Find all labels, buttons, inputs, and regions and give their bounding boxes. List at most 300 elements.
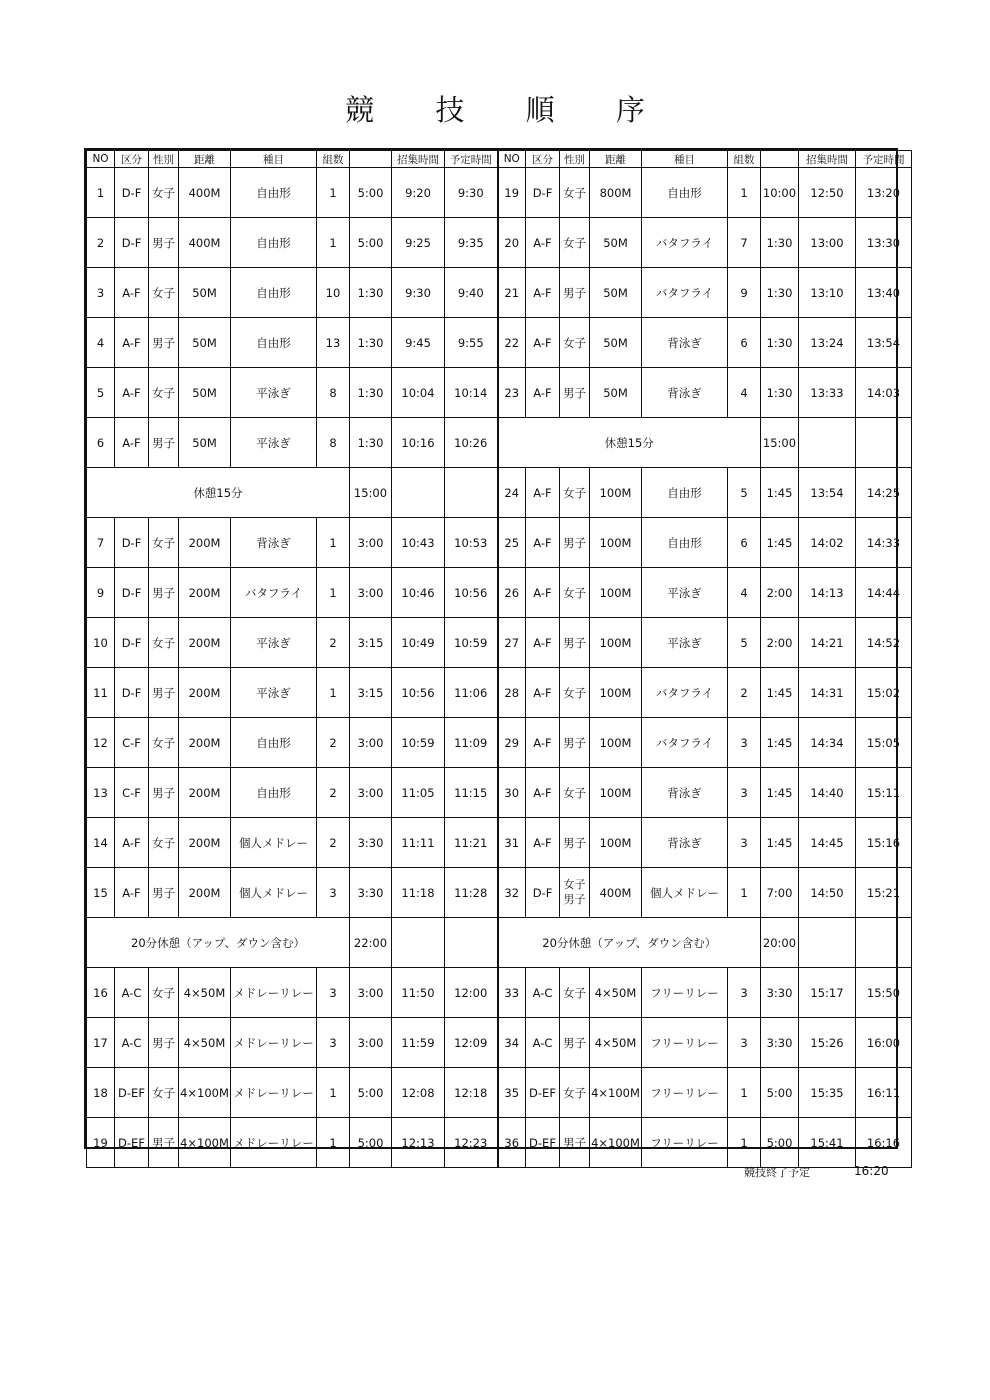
- cell-distance: 4×100M: [179, 1068, 231, 1118]
- cell-sex: [560, 868, 590, 918]
- cell-heats: 2: [317, 618, 350, 668]
- cell-no: 36: [498, 1118, 526, 1168]
- cell-sex: 女子: [149, 268, 179, 318]
- cell-heats: 3: [317, 1018, 350, 1068]
- cell-distance: 4×100M: [590, 1118, 642, 1168]
- cell-event: バタフライ: [642, 218, 728, 268]
- cell-no: 23: [498, 368, 526, 418]
- cell-scheduled-time: 9:55: [445, 318, 498, 368]
- cell-scheduled-time: 11:15: [445, 768, 498, 818]
- cell-call-time: 13:24: [799, 318, 856, 368]
- cell-no: 19: [87, 1118, 115, 1168]
- cell-duration: 3:15: [350, 668, 392, 718]
- cell-heats: 3: [317, 868, 350, 918]
- empty-cell: [799, 918, 856, 968]
- cell-distance: 4×100M: [590, 1068, 642, 1118]
- cell-distance: 200M: [179, 568, 231, 618]
- cell-duration: 3:00: [350, 518, 392, 568]
- header-distance: 距離: [179, 151, 231, 168]
- cell-scheduled-time: 14:03: [856, 368, 912, 418]
- header-row: [87, 151, 912, 168]
- cell-distance: 200M: [179, 768, 231, 818]
- cell-duration: 5:00: [350, 1118, 392, 1168]
- cell-division: D-F: [115, 568, 149, 618]
- cell-no: 13: [87, 768, 115, 818]
- cell-duration: 3:00: [350, 968, 392, 1018]
- cell-duration: 1:30: [761, 218, 799, 268]
- cell-scheduled-time: 13:40: [856, 268, 912, 318]
- empty-cell: [799, 418, 856, 468]
- table-row: [87, 518, 912, 568]
- cell-no: 21: [498, 268, 526, 318]
- cell-no: 19: [498, 168, 526, 218]
- cell-call-time: 9:45: [392, 318, 445, 368]
- cell-division: A-F: [115, 368, 149, 418]
- cell-heats: 3: [317, 968, 350, 1018]
- cell-sex: 女子: [560, 568, 590, 618]
- cell-scheduled-time: 11:06: [445, 668, 498, 718]
- cell-duration: 1:45: [761, 718, 799, 768]
- cell-distance: 100M: [590, 668, 642, 718]
- cell-duration: 2:00: [761, 568, 799, 618]
- cell-event: 背泳ぎ: [642, 818, 728, 868]
- cell-scheduled-time: 9:40: [445, 268, 498, 318]
- cell-event: メドレーリレー: [231, 1118, 317, 1168]
- break-label: 20分休憩（アップ、ダウン含む）: [498, 918, 761, 968]
- cell-sex: 男子: [149, 568, 179, 618]
- break-duration: 22:00: [350, 918, 392, 968]
- cell-distance: 50M: [590, 368, 642, 418]
- cell-division: A-F: [526, 618, 560, 668]
- cell-duration: 1:30: [761, 268, 799, 318]
- header-scheduled-time: 予定時間: [856, 151, 912, 168]
- cell-heats: 1: [728, 168, 761, 218]
- cell-event: フリーリレー: [642, 1068, 728, 1118]
- cell-scheduled-time: 11:28: [445, 868, 498, 918]
- cell-duration: 3:30: [350, 818, 392, 868]
- cell-distance: 400M: [179, 168, 231, 218]
- cell-sex: 女子: [149, 818, 179, 868]
- cell-event: 自由形: [642, 468, 728, 518]
- cell-duration: 1:30: [761, 368, 799, 418]
- cell-distance: 200M: [179, 618, 231, 668]
- cell-call-time: 14:21: [799, 618, 856, 668]
- cell-event: フリーリレー: [642, 1118, 728, 1168]
- cell-heats: 4: [728, 568, 761, 618]
- empty-cell: [392, 918, 445, 968]
- cell-call-time: 14:13: [799, 568, 856, 618]
- cell-duration: 10:00: [761, 168, 799, 218]
- header-call-time: 招集時間: [799, 151, 856, 168]
- cell-scheduled-time: 16:16: [856, 1118, 912, 1168]
- cell-heats: 7: [728, 218, 761, 268]
- cell-no: 3: [87, 268, 115, 318]
- cell-heats: 9: [728, 268, 761, 318]
- cell-duration: 3:00: [350, 768, 392, 818]
- cell-sex: 男子: [149, 318, 179, 368]
- cell-no: 14: [87, 818, 115, 868]
- cell-division: D-F: [526, 168, 560, 218]
- cell-call-time: 13:10: [799, 268, 856, 318]
- cell-event: 自由形: [231, 718, 317, 768]
- cell-event: 自由形: [642, 518, 728, 568]
- cell-event: 個人メドレー: [231, 868, 317, 918]
- cell-heats: 1: [317, 668, 350, 718]
- cell-event: 自由形: [231, 168, 317, 218]
- cell-duration: 2:00: [761, 618, 799, 668]
- cell-call-time: 15:17: [799, 968, 856, 1018]
- cell-heats: 2: [317, 818, 350, 868]
- cell-sex: 女子: [149, 968, 179, 1018]
- cell-division: D-F: [115, 518, 149, 568]
- page-title: 競 技 順 序: [345, 93, 671, 127]
- cell-division: A-F: [526, 268, 560, 318]
- cell-heats: 8: [317, 368, 350, 418]
- header-event: 種目: [231, 151, 317, 168]
- cell-division: D-EF: [526, 1118, 560, 1168]
- cell-scheduled-time: 9:35: [445, 218, 498, 268]
- cell-distance: 100M: [590, 568, 642, 618]
- cell-distance: 4×50M: [179, 968, 231, 1018]
- cell-call-time: 10:16: [392, 418, 445, 468]
- cell-sex: 女子: [149, 368, 179, 418]
- cell-event: 平泳ぎ: [231, 368, 317, 418]
- cell-duration: 1:45: [761, 818, 799, 868]
- cell-scheduled-time: 14:44: [856, 568, 912, 618]
- cell-sex: 女子: [560, 168, 590, 218]
- break-duration: 15:00: [350, 468, 392, 518]
- cell-call-time: 13:00: [799, 218, 856, 268]
- cell-division: A-F: [115, 418, 149, 468]
- cell-division: D-F: [115, 668, 149, 718]
- cell-no: 28: [498, 668, 526, 718]
- cell-no: 34: [498, 1018, 526, 1068]
- cell-distance: 4×50M: [590, 968, 642, 1018]
- cell-duration: 3:30: [350, 868, 392, 918]
- table-row: [87, 1068, 912, 1118]
- header-call-time: 招集時間: [392, 151, 445, 168]
- empty-cell: [392, 468, 445, 518]
- cell-scheduled-time: 16:11: [856, 1068, 912, 1118]
- cell-distance: 4×50M: [590, 1018, 642, 1068]
- header-division: 区分: [526, 151, 560, 168]
- cell-sex-stack: [560, 878, 589, 908]
- cell-scheduled-time: 10:53: [445, 518, 498, 568]
- cell-heats: 1: [317, 1068, 350, 1118]
- cell-heats: 1: [317, 518, 350, 568]
- cell-no: 27: [498, 618, 526, 668]
- cell-sex: 女子: [149, 718, 179, 768]
- cell-scheduled-time: 12:23: [445, 1118, 498, 1168]
- break-duration: 15:00: [761, 418, 799, 468]
- cell-division: A-F: [526, 368, 560, 418]
- cell-duration: 1:30: [350, 368, 392, 418]
- cell-event: 自由形: [642, 168, 728, 218]
- cell-duration: 1:30: [761, 318, 799, 368]
- cell-scheduled-time: 11:21: [445, 818, 498, 868]
- cell-division: D-F: [115, 168, 149, 218]
- cell-scheduled-time: 10:59: [445, 618, 498, 668]
- table-row: [87, 718, 912, 768]
- cell-division: A-F: [115, 268, 149, 318]
- cell-scheduled-time: 13:30: [856, 218, 912, 268]
- cell-no: 33: [498, 968, 526, 1018]
- cell-no: 25: [498, 518, 526, 568]
- cell-event: メドレーリレー: [231, 1018, 317, 1068]
- cell-heats: 6: [728, 518, 761, 568]
- cell-call-time: 9:20: [392, 168, 445, 218]
- empty-cell: [445, 918, 498, 968]
- table-row: [87, 568, 912, 618]
- cell-event: 平泳ぎ: [231, 668, 317, 718]
- cell-no: 35: [498, 1068, 526, 1118]
- cell-no: 12: [87, 718, 115, 768]
- cell-scheduled-time: 13:20: [856, 168, 912, 218]
- cell-event: バタフライ: [642, 718, 728, 768]
- cell-heats: 3: [728, 968, 761, 1018]
- header-distance: 距離: [590, 151, 642, 168]
- cell-distance: 200M: [179, 668, 231, 718]
- cell-sex: 男子: [560, 268, 590, 318]
- cell-sex: 男子: [560, 818, 590, 868]
- cell-call-time: 10:59: [392, 718, 445, 768]
- cell-sex: 男子: [149, 1018, 179, 1068]
- cell-duration: 3:30: [761, 968, 799, 1018]
- cell-event: バタフライ: [642, 268, 728, 318]
- header-duration: [350, 151, 392, 168]
- cell-distance: 50M: [179, 268, 231, 318]
- table-row: [87, 1018, 912, 1068]
- cell-sex-line: 女子: [563, 877, 586, 891]
- cell-call-time: 10:43: [392, 518, 445, 568]
- cell-sex: 男子: [560, 1018, 590, 1068]
- cell-sex: 女子: [560, 1068, 590, 1118]
- schedule-table-body: [87, 151, 912, 1168]
- cell-distance: 4×50M: [179, 1018, 231, 1068]
- cell-event: 自由形: [231, 768, 317, 818]
- cell-duration: 3:00: [350, 718, 392, 768]
- cell-event: メドレーリレー: [231, 1068, 317, 1118]
- break-label: 休憩15分: [498, 418, 761, 468]
- cell-division: A-F: [526, 318, 560, 368]
- cell-heats: 1: [728, 1068, 761, 1118]
- cell-event: 平泳ぎ: [642, 618, 728, 668]
- cell-distance: 50M: [179, 418, 231, 468]
- cell-scheduled-time: 13:54: [856, 318, 912, 368]
- cell-sex: 女子: [149, 168, 179, 218]
- cell-no: 24: [498, 468, 526, 518]
- cell-scheduled-time: 15:11: [856, 768, 912, 818]
- cell-duration: 5:00: [761, 1068, 799, 1118]
- cell-division: A-F: [526, 518, 560, 568]
- cell-call-time: 12:13: [392, 1118, 445, 1168]
- cell-sex: 男子: [149, 868, 179, 918]
- cell-division: A-F: [526, 718, 560, 768]
- cell-scheduled-time: 15:50: [856, 968, 912, 1018]
- cell-scheduled-time: 12:18: [445, 1068, 498, 1118]
- cell-call-time: 11:18: [392, 868, 445, 918]
- cell-sex: 女子: [560, 968, 590, 1018]
- cell-sex: 女子: [149, 518, 179, 568]
- header-heats: 組数: [728, 151, 761, 168]
- cell-no: 17: [87, 1018, 115, 1068]
- cell-no: 22: [498, 318, 526, 368]
- cell-sex: 女子: [560, 318, 590, 368]
- cell-scheduled-time: 12:00: [445, 968, 498, 1018]
- cell-duration: 1:45: [761, 518, 799, 568]
- table-row: [87, 768, 912, 818]
- cell-division: A-F: [526, 218, 560, 268]
- cell-heats: 3: [728, 1018, 761, 1068]
- cell-heats: 2: [317, 768, 350, 818]
- cell-call-time: 10:46: [392, 568, 445, 618]
- cell-scheduled-time: 14:25: [856, 468, 912, 518]
- cell-division: C-F: [115, 718, 149, 768]
- cell-sex: 男子: [149, 218, 179, 268]
- header-no: NO: [498, 151, 526, 168]
- cell-scheduled-time: 16:00: [856, 1018, 912, 1068]
- cell-call-time: 14:50: [799, 868, 856, 918]
- cell-division: A-F: [526, 818, 560, 868]
- schedule-table: [86, 150, 912, 1168]
- empty-cell: [856, 418, 912, 468]
- cell-distance: 50M: [590, 268, 642, 318]
- cell-duration: 1:45: [761, 668, 799, 718]
- cell-duration: 1:30: [350, 318, 392, 368]
- cell-scheduled-time: 14:33: [856, 518, 912, 568]
- cell-heats: 4: [728, 368, 761, 418]
- cell-event: 個人メドレー: [231, 818, 317, 868]
- cell-event: バタフライ: [642, 668, 728, 718]
- cell-call-time: 9:25: [392, 218, 445, 268]
- cell-division: A-F: [526, 468, 560, 518]
- cell-division: A-F: [115, 868, 149, 918]
- cell-call-time: 11:50: [392, 968, 445, 1018]
- header-event: 種目: [642, 151, 728, 168]
- cell-scheduled-time: 15:02: [856, 668, 912, 718]
- cell-distance: 50M: [179, 368, 231, 418]
- cell-heats: 1: [728, 1118, 761, 1168]
- cell-event: 自由形: [231, 318, 317, 368]
- cell-division: D-EF: [115, 1118, 149, 1168]
- cell-event: 平泳ぎ: [642, 568, 728, 618]
- cell-scheduled-time: 15:05: [856, 718, 912, 768]
- cell-distance: 400M: [590, 868, 642, 918]
- cell-no: 26: [498, 568, 526, 618]
- cell-event: 背泳ぎ: [642, 318, 728, 368]
- cell-duration: 7:00: [761, 868, 799, 918]
- cell-division: A-F: [526, 568, 560, 618]
- schedule-table-frame: [84, 148, 905, 1150]
- cell-distance: 100M: [590, 818, 642, 868]
- cell-event: 自由形: [231, 218, 317, 268]
- cell-scheduled-time: 10:56: [445, 568, 498, 618]
- cell-distance: 200M: [179, 718, 231, 768]
- cell-call-time: 15:35: [799, 1068, 856, 1118]
- table-row: [87, 618, 912, 668]
- cell-distance: 100M: [590, 518, 642, 568]
- cell-scheduled-time: 11:09: [445, 718, 498, 768]
- empty-cell: [856, 918, 912, 968]
- cell-no: 9: [87, 568, 115, 618]
- cell-call-time: 14:45: [799, 818, 856, 868]
- table-row: [87, 868, 912, 918]
- cell-sex: 女子: [560, 668, 590, 718]
- cell-division: A-C: [115, 968, 149, 1018]
- cell-division: C-F: [115, 768, 149, 818]
- cell-heats: 1: [317, 218, 350, 268]
- cell-call-time: 11:11: [392, 818, 445, 868]
- cell-division: A-F: [526, 668, 560, 718]
- cell-call-time: 10:56: [392, 668, 445, 718]
- cell-distance: 100M: [590, 618, 642, 668]
- table-row: [87, 918, 912, 968]
- cell-division: D-F: [115, 618, 149, 668]
- cell-sex: 男子: [149, 668, 179, 718]
- cell-scheduled-time: 10:26: [445, 418, 498, 468]
- break-duration: 20:00: [761, 918, 799, 968]
- cell-duration: 5:00: [350, 168, 392, 218]
- cell-heats: 1: [728, 868, 761, 918]
- cell-scheduled-time: 12:09: [445, 1018, 498, 1068]
- cell-scheduled-time: 10:14: [445, 368, 498, 418]
- end-time-value: 16:20: [854, 1164, 889, 1178]
- cell-sex: 男子: [149, 1118, 179, 1168]
- cell-sex: 男子: [149, 418, 179, 468]
- cell-division: D-F: [526, 868, 560, 918]
- cell-duration: 3:30: [761, 1018, 799, 1068]
- cell-call-time: 12:50: [799, 168, 856, 218]
- cell-heats: 3: [728, 718, 761, 768]
- header-scheduled-time: 予定時間: [445, 151, 498, 168]
- cell-event: フリーリレー: [642, 968, 728, 1018]
- cell-sex: 女子: [560, 468, 590, 518]
- table-row: [87, 668, 912, 718]
- end-time-label: 競技終了予定: [744, 1166, 810, 1179]
- cell-no: 10: [87, 618, 115, 668]
- cell-division: A-F: [115, 318, 149, 368]
- cell-heats: 5: [728, 468, 761, 518]
- cell-event: 背泳ぎ: [642, 368, 728, 418]
- cell-call-time: 14:34: [799, 718, 856, 768]
- cell-duration: 1:45: [761, 768, 799, 818]
- cell-event: 背泳ぎ: [231, 518, 317, 568]
- cell-sex: 男子: [149, 768, 179, 818]
- cell-heats: 3: [728, 818, 761, 868]
- cell-duration: 3:15: [350, 618, 392, 668]
- cell-duration: 3:00: [350, 568, 392, 618]
- cell-distance: 200M: [179, 518, 231, 568]
- cell-sex: 女子: [149, 1068, 179, 1118]
- cell-event: メドレーリレー: [231, 968, 317, 1018]
- cell-division: D-F: [115, 218, 149, 268]
- cell-event: フリーリレー: [642, 1018, 728, 1068]
- cell-division: A-C: [526, 1018, 560, 1068]
- cell-sex: 男子: [560, 1118, 590, 1168]
- cell-call-time: 15:26: [799, 1018, 856, 1068]
- header-sex: 性別: [560, 151, 590, 168]
- cell-event: バタフライ: [231, 568, 317, 618]
- cell-duration: 5:00: [350, 218, 392, 268]
- cell-heats: 13: [317, 318, 350, 368]
- cell-event: 自由形: [231, 268, 317, 318]
- cell-call-time: 11:05: [392, 768, 445, 818]
- break-label: 休憩15分: [87, 468, 350, 518]
- cell-call-time: 14:02: [799, 518, 856, 568]
- cell-no: 20: [498, 218, 526, 268]
- cell-division: A-C: [526, 968, 560, 1018]
- cell-heats: 6: [728, 318, 761, 368]
